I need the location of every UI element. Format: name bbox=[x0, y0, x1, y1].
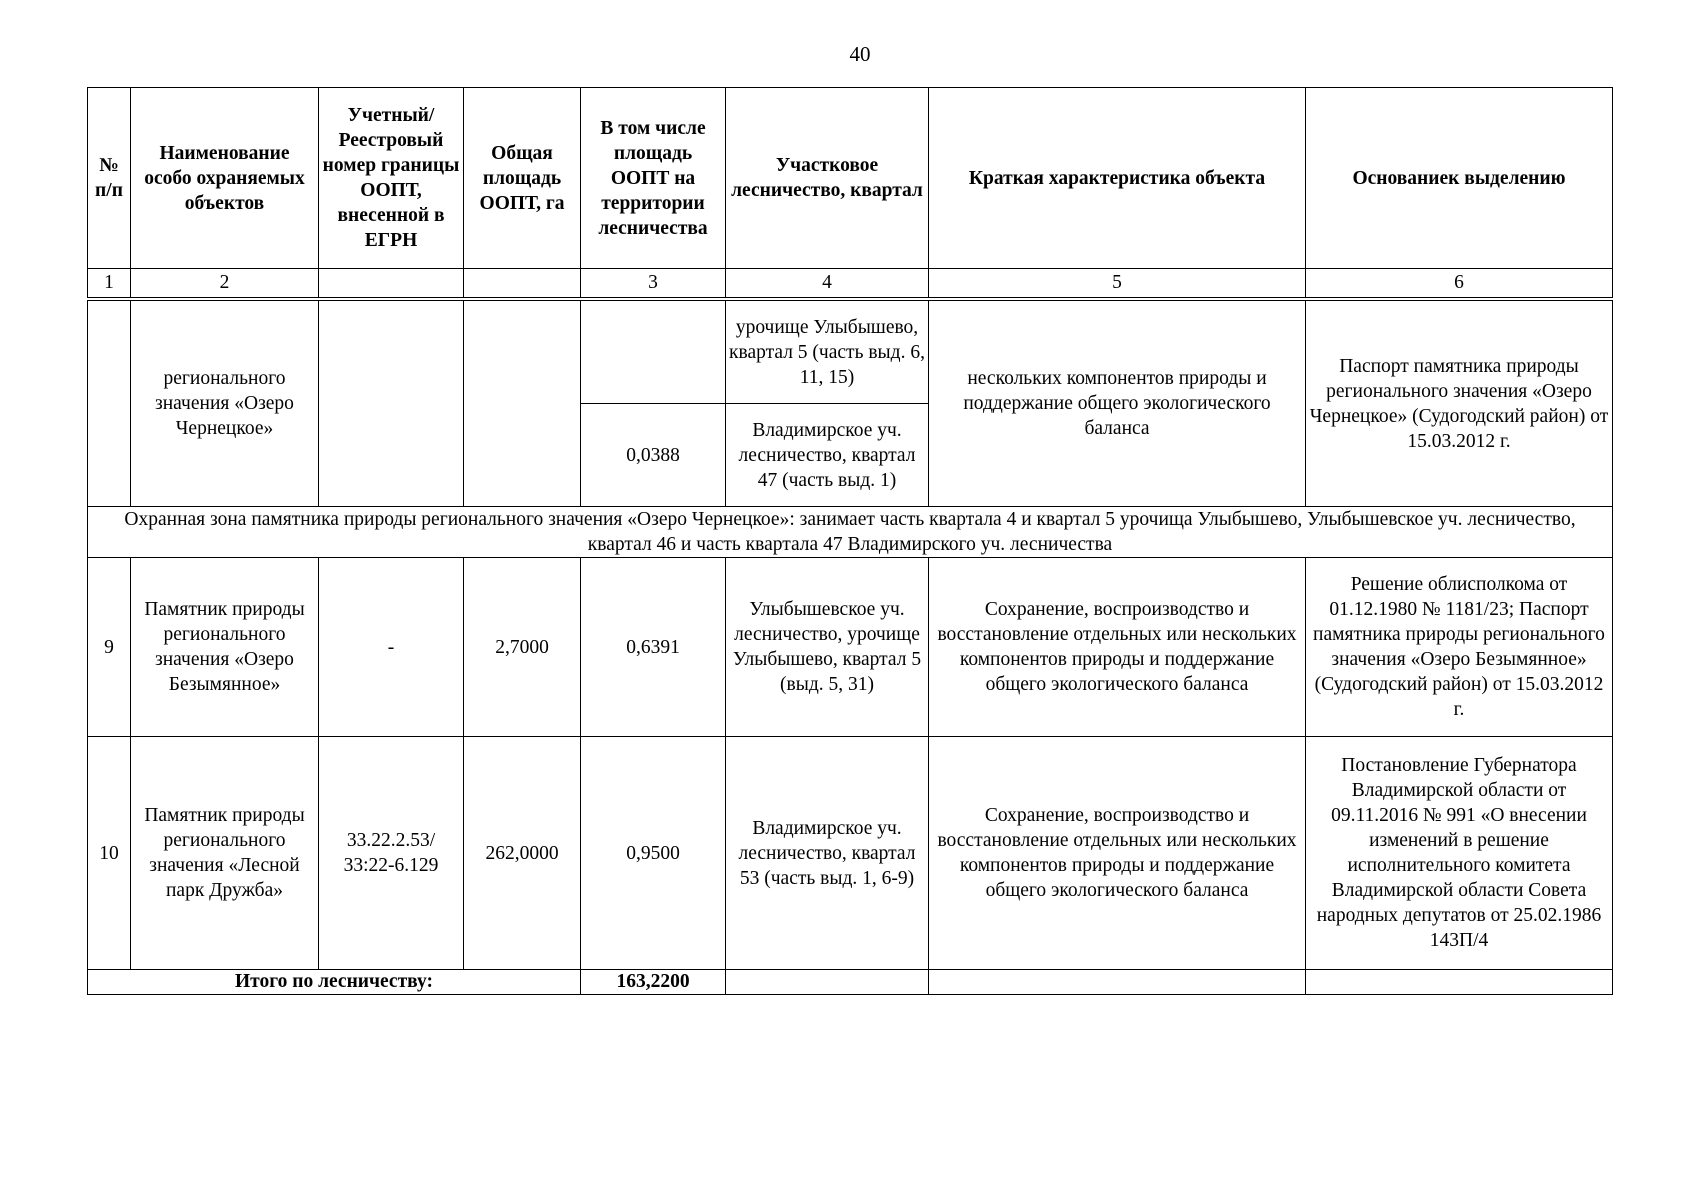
cell-number: 9 bbox=[88, 558, 131, 737]
column-number: 5 bbox=[929, 269, 1306, 300]
table-row bbox=[88, 558, 1613, 737]
protection-zone-note: Охранная зона памятника природы регионального значения «Озеро Чернецкое»: занимает часть квартала 4 и квартал 5 урочища Улыбышево, Улыбышевское уч. лесничество, квартал 46 и часть квартала 47 Владимирского уч. лесничества bbox=[88, 507, 1613, 558]
cell-total-area bbox=[464, 299, 581, 507]
header-registry-number: Учетный/ Реестровый номер границы ООПТ, внесенной в ЕГРН bbox=[319, 88, 464, 269]
cell-number bbox=[88, 299, 131, 507]
total-empty bbox=[726, 970, 929, 995]
table-row bbox=[88, 737, 1613, 970]
cell-forestry: Улыбышевское уч. лесничество, урочище Улыбышево, квартал 5 (выд. 5, 31) bbox=[726, 558, 929, 737]
cell-basis: Паспорт памятника природы регионального значения «Озеро Чернецкое» (Судогодский район) от 15.03.2012 г. bbox=[1306, 299, 1613, 507]
column-number: 4 bbox=[726, 269, 929, 300]
cell-name: Памятник природы регионального значения «Лесной парк Дружба» bbox=[131, 737, 319, 970]
cell-basis: Решение облисполкома от 01.12.1980 № 1181/23; Паспорт памятника природы регионального значения «Озеро Безымянное» (Судогодский район) от 15.03.2012 г. bbox=[1306, 558, 1613, 737]
header-characteristic: Краткая характеристика объекта bbox=[929, 88, 1306, 269]
column-numbers-row bbox=[88, 269, 1613, 300]
cell-area bbox=[581, 299, 726, 404]
header-forestry-quarter: Участковое лесничество, квартал bbox=[726, 88, 929, 269]
cell-basis: Постановление Губернатора Владимирской области от 09.11.2016 № 991 «О внесении изменений в решение исполнительного комитета Владимирской области Совета народных депутатов от 25.02.1986 143П/4 bbox=[1306, 737, 1613, 970]
column-number-empty bbox=[464, 269, 581, 300]
header-name: Наименование особо охраняемых объектов bbox=[131, 88, 319, 269]
cell-registry-number bbox=[319, 299, 464, 507]
cell-total-area: 2,7000 bbox=[464, 558, 581, 737]
total-value: 163,2200 bbox=[581, 970, 726, 995]
cell-forestry: Владимирское уч. лесничество, квартал 47 (часть выд. 1) bbox=[726, 404, 929, 507]
cell-characteristic: Сохранение, воспроизводство и восстановление отдельных или нескольких компонентов природы и поддержание общего экологического баланса bbox=[929, 558, 1306, 737]
cell-name: Памятник природы регионального значения «Озеро Безымянное» bbox=[131, 558, 319, 737]
cell-forestry: урочище Улыбышево, квартал 5 (часть выд. 6, 11, 15) bbox=[726, 299, 929, 404]
cell-area: 0,6391 bbox=[581, 558, 726, 737]
column-number: 1 bbox=[88, 269, 131, 300]
header-total-area: Общая площадь ООПТ, га bbox=[464, 88, 581, 269]
cell-registry-number: - bbox=[319, 558, 464, 737]
cell-registry-number: 33.22.2.53/ 33:22-6.129 bbox=[319, 737, 464, 970]
protected-areas-table bbox=[87, 87, 1613, 995]
header-number: № п/п bbox=[88, 88, 131, 269]
cell-forestry: Владимирское уч. лесничество, квартал 53 (часть выд. 1, 6-9) bbox=[726, 737, 929, 970]
protection-zone-row bbox=[88, 507, 1613, 558]
header-forestry-area: В том числе площадь ООПТ на территории лесничества bbox=[581, 88, 726, 269]
cell-total-area: 262,0000 bbox=[464, 737, 581, 970]
page-number: 40 bbox=[849, 42, 871, 66]
cell-area: 0,0388 bbox=[581, 404, 726, 507]
total-empty bbox=[1306, 970, 1613, 995]
cell-name: регионального значения «Озеро Чернецкое» bbox=[131, 299, 319, 507]
column-number: 6 bbox=[1306, 269, 1613, 300]
column-number: 2 bbox=[131, 269, 319, 300]
column-number: 3 bbox=[581, 269, 726, 300]
column-number-empty bbox=[319, 269, 464, 300]
cell-number: 10 bbox=[88, 737, 131, 970]
cell-characteristic: Сохранение, воспроизводство и восстановление отдельных или нескольких компонентов природы и поддержание общего экологического баланса bbox=[929, 737, 1306, 970]
total-row bbox=[88, 970, 1613, 995]
total-label: Итого по лесничеству: bbox=[88, 970, 581, 995]
header-basis: Основаниек выделению bbox=[1306, 88, 1613, 269]
table-row-continued bbox=[88, 299, 1613, 404]
cell-area: 0,9500 bbox=[581, 737, 726, 970]
cell-characteristic: нескольких компонентов природы и поддержание общего экологического баланса bbox=[929, 299, 1306, 507]
total-empty bbox=[929, 970, 1306, 995]
header-row bbox=[88, 88, 1613, 269]
